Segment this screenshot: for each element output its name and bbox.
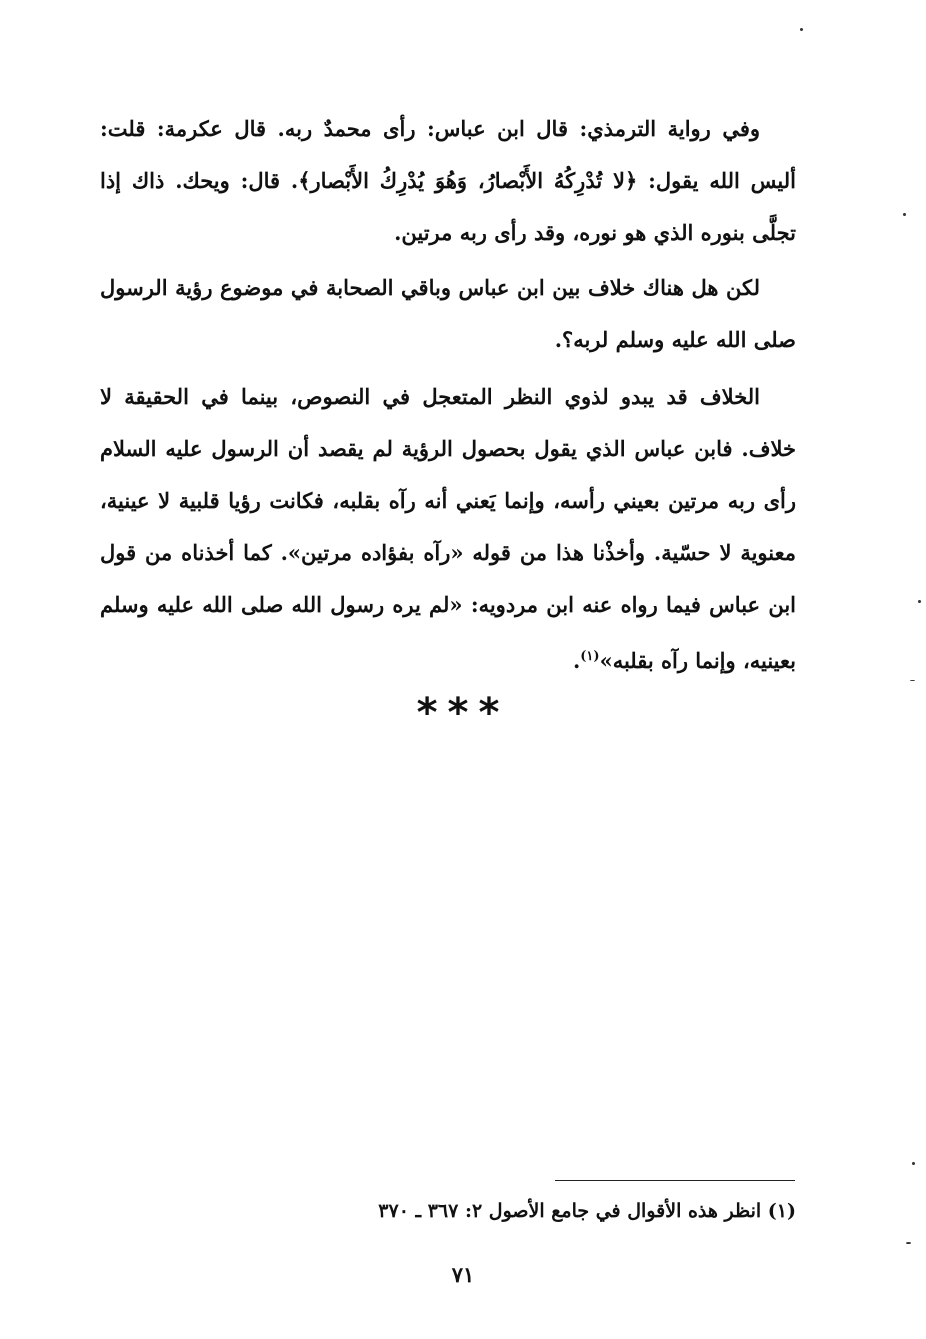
paragraph-3-body	[100, 371, 796, 687]
scan-speck	[800, 28, 803, 31]
paragraph-3-text: الخلاف قد يبدو لذوي النظر المتعجل في النصوص، بينما في الحقيقة لا خلاف. فابن عباس الذي يقول بحصول الرؤية لم يقصد أن الرسول عليه السلام رأى ربه مرتين بعيني رأسه، وإنما يَعني أنه رآه بقلبه، فكانت رؤيا قلبية لا عينية، معنوية لا حسّية. وأخذْنا هذا من قوله «رآه بفؤاده مرتين». كما أخذناه من قول ابن عباس فيما رواه عنه ابن مردويه: «لم يره رسول الله صلى الله عليه وسلم بعينيه، وإنما رآه بقلبه»	[100, 384, 796, 673]
page-number: ٧١	[451, 1262, 475, 1287]
footnote-divider	[555, 1180, 795, 1181]
footnote: (١) انظر هذه الأقوال في جامع الأصول ٢: ٣٦٧ ـ ٣٧٠	[378, 1200, 796, 1222]
paragraph-2	[100, 262, 796, 366]
paragraph-3	[100, 371, 796, 687]
paragraph-3-end: .	[572, 648, 581, 673]
footnote-reference[interactable]: (١)	[580, 649, 600, 664]
section-separator: ***	[416, 690, 510, 736]
scan-speck	[912, 1162, 915, 1165]
paragraph-1-text: وفي رواية الترمذي: قال ابن عباس: رأى محمدٌ ربه. قال عكرمة: قلت: أليس الله يقول: ﴿لا تُدْرِكُهُ الأَبْصارُ، وَهُوَ يُدْرِكُ الأَبْصار﴾. قال: ويحك. ذاك إذا تجلَّى بنوره الذي هو نوره، وقد رأى ربه مرتين.	[100, 116, 796, 245]
paragraph-1	[100, 103, 796, 259]
scan-speck	[910, 680, 915, 681]
scan-speck	[918, 600, 921, 603]
scan-speck	[906, 1242, 911, 1244]
paragraph-2-text: لكن هل هناك خلاف بين ابن عباس وباقي الصحابة في موضوع رؤية الرسول صلى الله عليه وسلم لربه؟.	[100, 275, 796, 352]
scan-speck	[903, 213, 906, 216]
